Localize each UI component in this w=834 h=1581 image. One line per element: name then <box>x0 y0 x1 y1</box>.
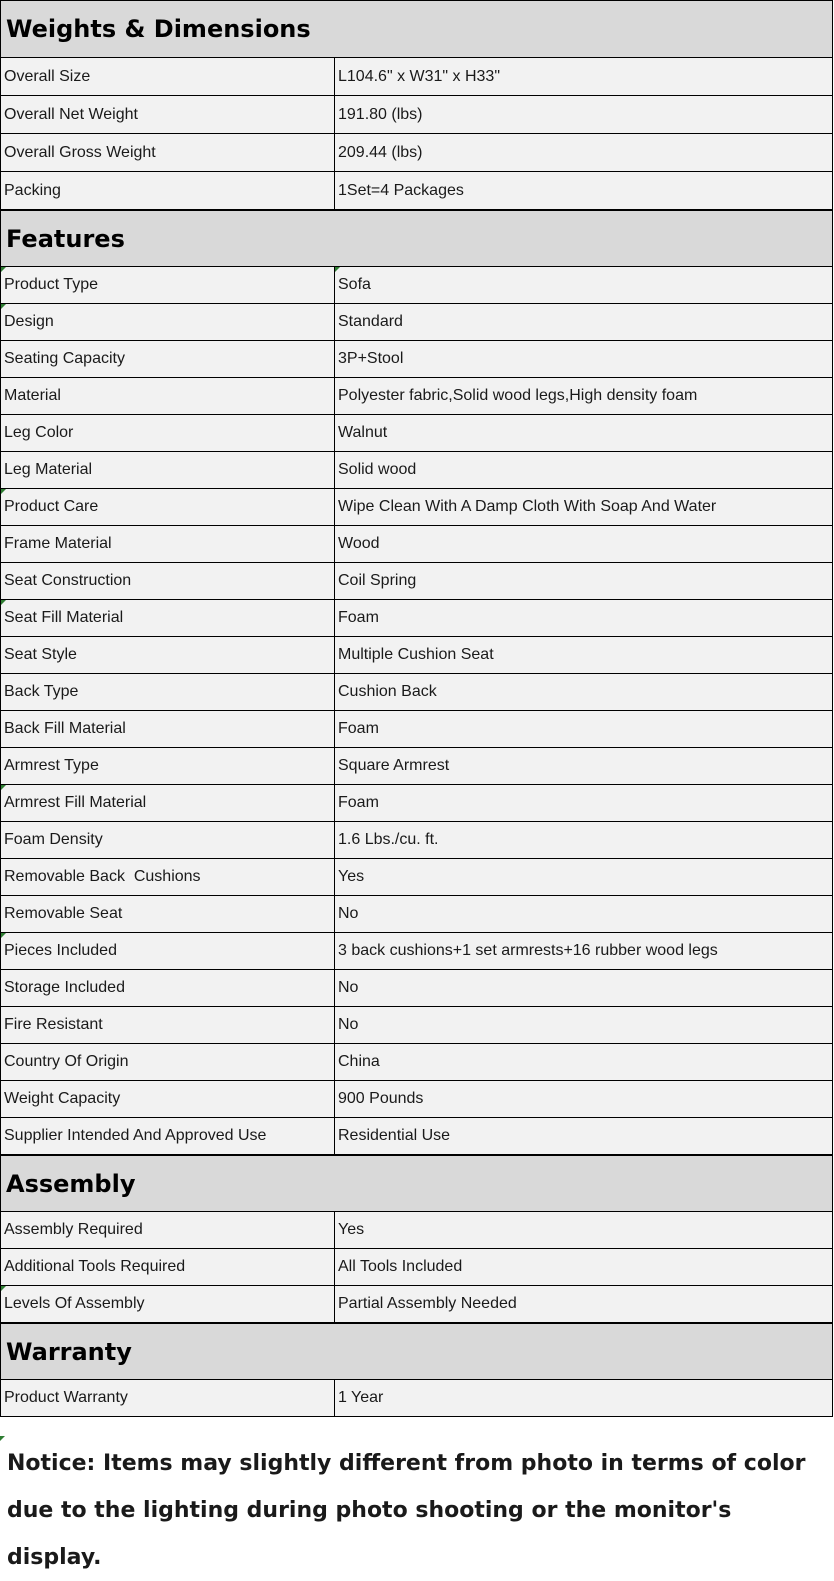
table-row <box>1 414 832 451</box>
table-row <box>1 340 832 377</box>
row-value: Square Armrest <box>338 757 450 774</box>
row-label: Removable Back Cushions <box>1 859 335 895</box>
section-heading: Warranty <box>1 1323 832 1379</box>
row-label: Weight Capacity <box>1 1081 335 1117</box>
table-row <box>1 488 832 525</box>
row-value: Cushion Back <box>338 683 437 700</box>
row-label: Overall Net Weight <box>1 96 335 133</box>
row-label: Product Warranty <box>1 1380 335 1416</box>
table-row <box>1 303 832 340</box>
row-value: Wood <box>338 535 380 552</box>
row-value: Foam <box>338 609 379 626</box>
table-row <box>1 377 832 414</box>
section-features <box>0 210 833 1155</box>
row-label: Material <box>1 378 335 414</box>
row-label: Seat Style <box>1 637 335 673</box>
row-value: No <box>338 905 359 922</box>
table-row <box>1 969 832 1006</box>
row-label: Seating Capacity <box>1 341 335 377</box>
row-label: Leg Color <box>1 415 335 451</box>
row-label: Packing <box>1 172 335 209</box>
comment-marker <box>0 1436 5 1441</box>
row-label: Armrest Fill Material <box>1 785 335 821</box>
table-row <box>1 1117 832 1154</box>
row-label: Supplier Intended And Approved Use <box>1 1118 335 1154</box>
row-value: 3P+Stool <box>338 350 404 367</box>
row-label: Additional Tools Required <box>1 1249 335 1285</box>
row-value: 209.44 (lbs) <box>338 143 423 161</box>
row-value: Yes <box>338 1221 365 1238</box>
row-label: Pieces Included <box>1 933 335 969</box>
row-value: Residential Use <box>338 1127 451 1144</box>
row-value: Polyester fabric,Solid wood legs,High density foam <box>338 387 698 404</box>
table-row <box>1 1285 832 1322</box>
row-value: Partial Assembly Needed <box>338 1295 517 1312</box>
table-row <box>1 821 832 858</box>
section-heading: Weights & Dimensions <box>1 0 832 57</box>
row-value: Foam <box>338 794 379 811</box>
row-label: Overall Gross Weight <box>1 134 335 171</box>
table-row <box>1 599 832 636</box>
row-value: Sofa <box>335 267 832 303</box>
row-value: China <box>338 1053 380 1070</box>
row-label: Seat Construction <box>1 563 335 599</box>
row-label: Foam Density <box>1 822 335 858</box>
row-label: Product Type <box>1 267 335 303</box>
row-value: 1.6 Lbs./cu. ft. <box>338 831 439 848</box>
table-row <box>1 1248 832 1285</box>
table-row <box>1 1043 832 1080</box>
row-value: All Tools Included <box>338 1258 463 1275</box>
row-label: Seat Fill Material <box>1 600 335 636</box>
row-label: Frame Material <box>1 526 335 562</box>
table-row <box>1 266 832 303</box>
table-row <box>1 932 832 969</box>
table-row <box>1 1379 832 1416</box>
table-row <box>1 451 832 488</box>
row-value: Solid wood <box>338 461 417 478</box>
row-value: 1Set=4 Packages <box>338 181 464 199</box>
row-label: Assembly Required <box>1 1212 335 1248</box>
table-row <box>1 747 832 784</box>
table-row <box>1 858 832 895</box>
table-row <box>1 95 832 133</box>
row-value: 191.80 (lbs) <box>338 105 423 123</box>
row-value: No <box>338 979 359 996</box>
notice-line-2: due to the lighting during photo shooting or the monitor's display. <box>7 1498 732 1570</box>
row-label: Product Care <box>1 489 335 525</box>
row-value: 900 Pounds <box>338 1090 424 1107</box>
table-row <box>1 636 832 673</box>
row-value: 1 Year <box>338 1389 384 1406</box>
table-row <box>1 57 832 95</box>
table-row <box>1 1080 832 1117</box>
row-label: Leg Material <box>1 452 335 488</box>
table-row <box>1 1006 832 1043</box>
row-value: Yes <box>338 868 365 885</box>
row-label: Country Of Origin <box>1 1044 335 1080</box>
row-label: Storage Included <box>1 970 335 1006</box>
row-label: Overall Size <box>1 58 335 95</box>
row-value: Standard <box>338 313 403 330</box>
section-assembly <box>0 1155 833 1323</box>
row-label: Armrest Type <box>1 748 335 784</box>
row-value: Wipe Clean With A Damp Cloth With Soap And Water <box>338 498 717 515</box>
notice-line-1: Notice: Items may slightly different from photo in terms of color <box>7 1451 806 1476</box>
table-row <box>1 673 832 710</box>
table-row <box>1 525 832 562</box>
row-value: Foam <box>338 720 379 737</box>
table-row <box>1 1211 832 1248</box>
row-label: Fire Resistant <box>1 1007 335 1043</box>
section-heading: Assembly <box>1 1155 832 1211</box>
row-label: Removable Seat <box>1 896 335 932</box>
row-value: 3 back cushions+1 set armrests+16 rubber wood legs <box>338 942 718 959</box>
table-row <box>1 710 832 747</box>
table-row <box>1 895 832 932</box>
row-label: Back Fill Material <box>1 711 335 747</box>
row-label: Levels Of Assembly <box>1 1286 335 1322</box>
row-value: Walnut <box>338 424 388 441</box>
row-value: Multiple Cushion Seat <box>338 646 494 663</box>
table-row <box>1 562 832 599</box>
table-row <box>1 171 832 209</box>
row-value: Coil Spring <box>338 572 417 589</box>
row-label: Back Type <box>1 674 335 710</box>
row-label: Design <box>1 304 335 340</box>
section-warranty <box>0 1323 833 1417</box>
notice-text <box>7 1440 827 1581</box>
table-row <box>1 133 832 171</box>
row-value: L104.6" x W31" x H33" <box>338 67 501 85</box>
table-row <box>1 784 832 821</box>
section-weights-dimensions <box>0 0 833 210</box>
section-heading: Features <box>1 210 832 266</box>
row-value: No <box>338 1016 359 1033</box>
